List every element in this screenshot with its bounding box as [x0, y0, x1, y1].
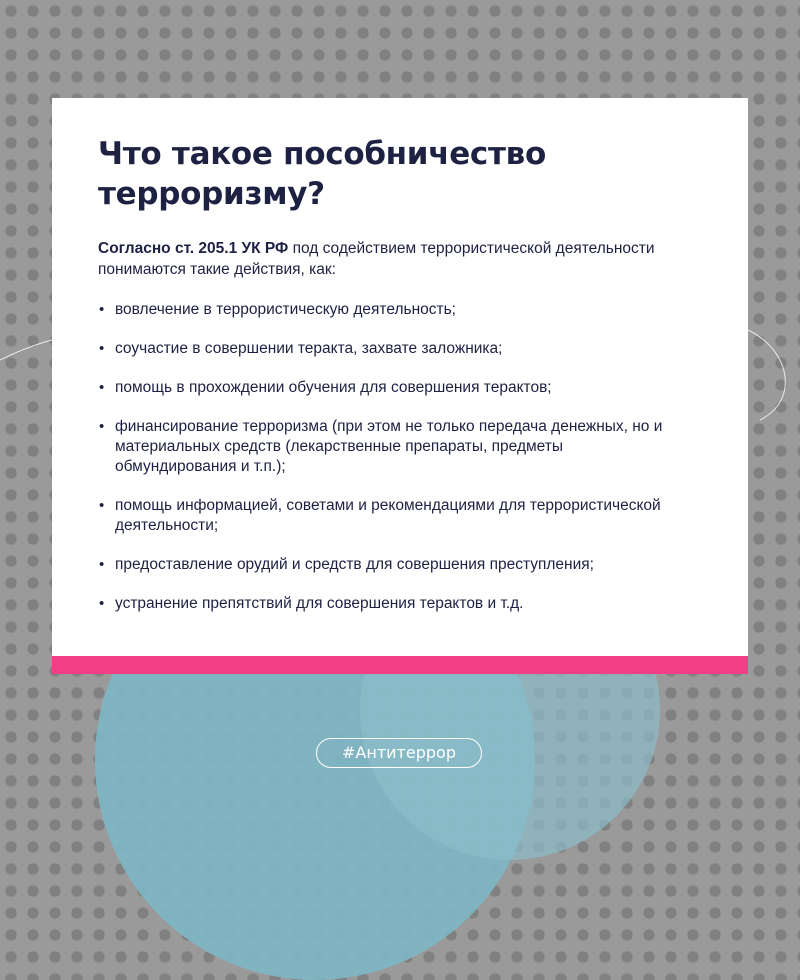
bullet-icon: •	[99, 340, 105, 357]
list-item-text: финансирование терроризма (при этом не только передача денежных, но и материальных средств (лекарственные препараты, предметы обмундирования и т.п.);	[115, 418, 663, 475]
intro-text	[98, 238, 658, 280]
list-item	[98, 417, 675, 477]
list-item	[98, 496, 675, 536]
info-card	[52, 98, 748, 674]
actions-list	[98, 300, 702, 614]
list-item-text: помощь в прохождении обучения для совершения терактов;	[115, 379, 552, 396]
intro-rest: под содействием террористической деятельности понимаются такие действия, как:	[98, 240, 655, 278]
list-item	[98, 339, 675, 359]
bullet-icon: •	[99, 301, 105, 318]
list-item-text: вовлечение в террористическую деятельность;	[115, 301, 456, 318]
intro-bold: Согласно ст. 205.1 УК РФ	[98, 240, 289, 257]
title-line-2: терроризму?	[98, 176, 325, 212]
page-title	[98, 134, 618, 214]
bullet-icon: •	[99, 595, 105, 612]
bullet-icon: •	[99, 418, 105, 435]
bullet-icon: •	[99, 379, 105, 396]
list-item-text: соучастие в совершении теракта, захвате заложника;	[115, 340, 503, 357]
hashtag-badge[interactable]: #Антитеррор	[316, 738, 482, 768]
list-item-text: помощь информацией, советами и рекомендациями для террористической деятельности;	[115, 497, 661, 534]
list-item-text: устранение препятствий для совершения терактов и т.д.	[115, 595, 524, 612]
list-item-text: предоставление орудий и средств для совершения преступления;	[115, 556, 594, 573]
list-item	[98, 300, 675, 320]
list-item	[98, 594, 675, 614]
title-line-1: Что такое пособничество	[98, 136, 546, 172]
list-item	[98, 555, 675, 575]
list-item	[98, 378, 675, 398]
bullet-icon: •	[99, 497, 105, 514]
accent-bar	[52, 656, 748, 674]
bullet-icon: •	[99, 556, 105, 573]
